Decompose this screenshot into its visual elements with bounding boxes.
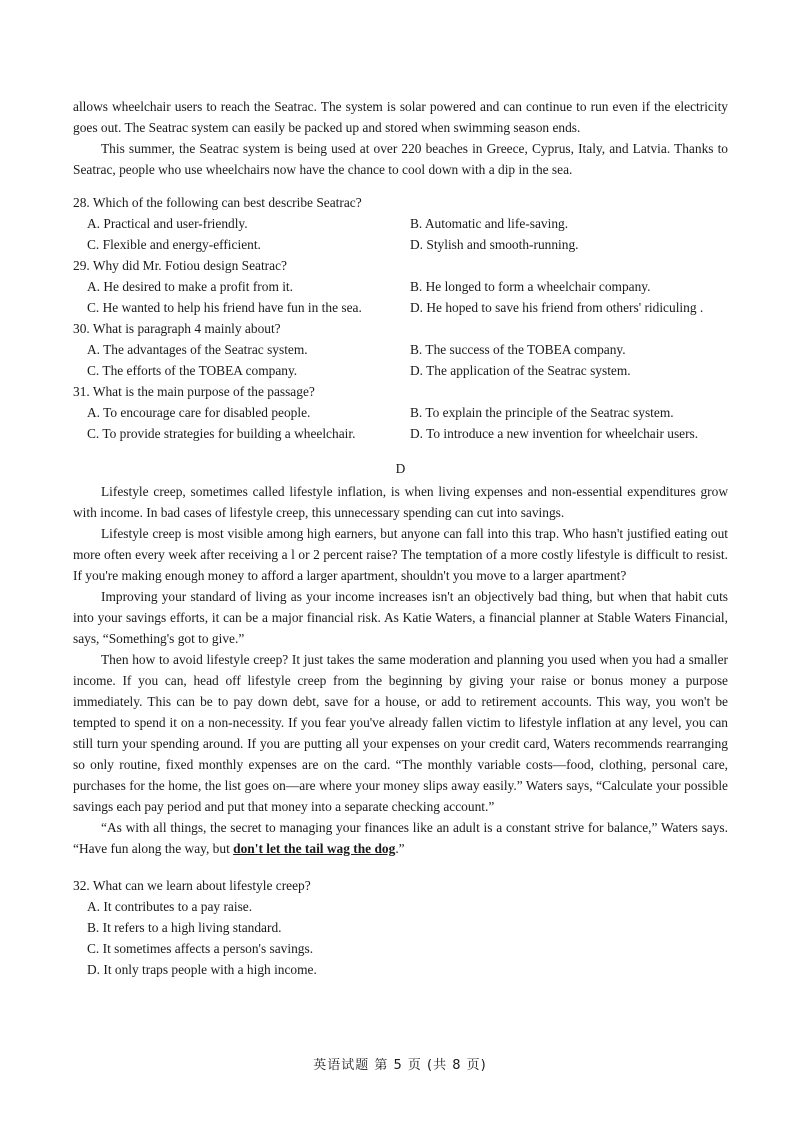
page-footer: 英语试题 第 5 页 (共 8 页) — [313, 1058, 487, 1073]
passage-c-paragraph: allows wheelchair users to reach the Seatrac. The system is solar powered and can continue to run even if the electricity goes out. The Seatrac system can easily be packed up and stored when swimming season ends. — [73, 99, 728, 135]
page-content — [73, 96, 728, 980]
passage-d-paragraph-5 — [73, 817, 728, 859]
passage-d-paragraph-4: Then how to avoid lifestyle creep? It just takes the same moderation and planning you used when you had a smaller income. If you can, head off lifestyle creep from the beginning by giving your raise or bonus money a purpose immediately. This can be to pay down debt, save for a house, or add to retirement accounts. This way, you won't be tempted to spend it on a non-necessity. If you fear you've already fallen victim to lifestyle inflation at any level, you can still turn your spending around. If you are putting all your expenses on your credit card, Waters recommends rearranging so only routine, fixed monthly expenses are on the card. “The monthly variable costs—food, clothing, personal care, purchases for the home, the list goes on—are where your money slips away easily.” Waters says, “Calculate your possible savings each pay period and put that money into a separate checking account.” — [73, 652, 728, 814]
option-d: D. The application of the Seatrac system. — [410, 363, 631, 378]
question-32 — [73, 875, 728, 980]
option-a: A. Practical and user-friendly. — [87, 216, 248, 231]
option-b: B. He longed to form a wheelchair company. — [410, 279, 651, 294]
option-b: B. Automatic and life-saving. — [410, 216, 569, 231]
question-29 — [73, 255, 728, 318]
question-stem: 31. What is the main purpose of the passage? — [73, 384, 315, 399]
option-b: B. The success of the TOBEA company. — [410, 342, 626, 357]
option-d: D. He hoped to save his friend from others' ridiculing . — [410, 300, 704, 315]
paragraph-text: .” — [395, 841, 405, 856]
option-d: D. Stylish and smooth-running. — [410, 237, 579, 252]
underlined-phrase: don't let the tail wag the dog — [233, 841, 396, 856]
question-group-c — [73, 192, 728, 444]
option-c: C. To provide strategies for building a wheelchair. — [87, 426, 356, 441]
section-heading: D — [395, 461, 406, 476]
passage-d-paragraph-1: Lifestyle creep, sometimes called lifestyle inflation, is when living expenses and non-essential expenditures grow with income. In bad cases of lifestyle creep, this unnecessary spending can cut into savings. — [73, 484, 728, 520]
question-31 — [73, 381, 728, 444]
option-b: B. To explain the principle of the Seatrac system. — [410, 405, 674, 420]
option-a: A. The advantages of the Seatrac system. — [87, 342, 308, 357]
option-a: A. To encourage care for disabled people. — [87, 405, 311, 420]
option-a: A. He desired to make a profit from it. — [87, 279, 294, 294]
paragraph-text: “As with all things, the secret to managing your finances like an adult is a constant strive for balance,” Waters says. “Have fun along the way, but — [73, 820, 728, 856]
option-c: C. He wanted to help his friend have fun in the sea. — [87, 300, 362, 315]
question-stem: 30. What is paragraph 4 mainly about? — [73, 321, 281, 336]
question-stem: 29. Why did Mr. Fotiou design Seatrac? — [73, 258, 287, 273]
question-stem: 28. Which of the following can best describe Seatrac? — [73, 195, 362, 210]
option-d: D. To introduce a new invention for wheelchair users. — [410, 426, 699, 441]
passage-c-paragraph: This summer, the Seatrac system is being used at over 220 beaches in Greece, Cyprus, Italy, and Latvia. Thanks to Seatrac, people who use wheelchairs now have the chance to cool down with a dip in the sea. — [73, 141, 728, 177]
option-d: D. It only traps people with a high income. — [87, 962, 317, 977]
option-c: C. Flexible and energy-efficient. — [87, 237, 261, 252]
option-b: B. It refers to a high living standard. — [87, 920, 282, 935]
option-a: A. It contributes to a pay raise. — [87, 899, 253, 914]
option-c: C. The efforts of the TOBEA company. — [87, 363, 298, 378]
passage-d-paragraph-3: Improving your standard of living as your income increases isn't an objectively bad thing, but when that habit cuts into your savings efforts, it can be a major financial risk. As Katie Waters, a financial planner at Stable Waters Financial, says, “Something's got to give.” — [73, 589, 728, 646]
passage-d-paragraph-2: Lifestyle creep is most visible among high earners, but anyone can fall into this trap. Who hasn't justified eating out more often every week after receiving a l or 2 percent raise? The temptation of a more costly lifestyle is difficult to resist. If you're making enough money to afford a larger apartment, shouldn't you move to a larger apartment? — [73, 526, 728, 583]
question-30 — [73, 318, 728, 381]
option-c: C. It sometimes affects a person's savings. — [87, 941, 314, 956]
question-28 — [73, 192, 728, 255]
question-stem: 32. What can we learn about lifestyle creep? — [73, 878, 311, 893]
